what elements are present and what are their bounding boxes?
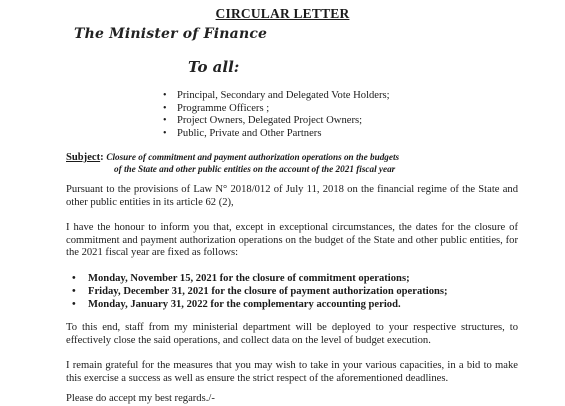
subject-line-1: Closure of commitment and payment authorization operations on the budgets xyxy=(106,152,400,162)
recipient-item: • Programme Officers ; xyxy=(160,103,390,116)
closing-line: Please do accept my best regards./- xyxy=(66,393,215,404)
legal-basis-paragraph: Pursuant to the provisions of Law N° 2018/012 of July 11, 2018 on the financial regime of the State and other public entities in its article 62 (2), xyxy=(66,184,518,208)
staff-deployment-paragraph: To this end, staff from my ministerial department will be deployed to your respective structures, to effectively close the said operations, and collect data on the level of budget execution. xyxy=(66,322,518,346)
subject-label: Subject xyxy=(66,152,101,163)
addressee-line: To all: xyxy=(188,58,240,76)
sender-line: The Minister of Finance xyxy=(74,26,268,42)
closure-date-item: • Monday, November 15, 2021 for the closure of commitment operations; xyxy=(68,273,448,286)
closure-dates-list xyxy=(68,273,448,311)
recipient-item: • Project Owners, Delegated Project Owners; xyxy=(160,115,390,128)
closure-date-item: • Friday, December 31, 2021 for the closure of payment authorization operations; xyxy=(68,286,448,299)
recipients-list xyxy=(160,90,390,140)
gratitude-paragraph: I remain grateful for the measures that you may wish to take in your various capacities, in a bid to make this exercise a success as well as ensure the strict respect of the aforementioned deadlines. xyxy=(66,360,518,384)
subject-block xyxy=(66,152,536,175)
recipient-item: • Public, Private and Other Partners xyxy=(160,128,390,141)
announcement-paragraph: I have the honour to inform you that, except in exceptional circumstances, the dates for the closure of commitment and payment authorization operations on the budget of the State and other public entities, for the 2021 fiscal year are fixed as follows: xyxy=(66,222,518,258)
recipient-item: • Principal, Secondary and Delegated Vote Holders; xyxy=(160,90,390,103)
subject-colon: : xyxy=(100,152,107,163)
subject-line-2: of the State and other public entities on the account of the 2021 fiscal year xyxy=(114,163,396,174)
closure-date-item: • Monday, January 31, 2022 for the complementary accounting period. xyxy=(68,299,448,312)
letter-heading: CIRCULAR LETTER xyxy=(215,6,350,21)
